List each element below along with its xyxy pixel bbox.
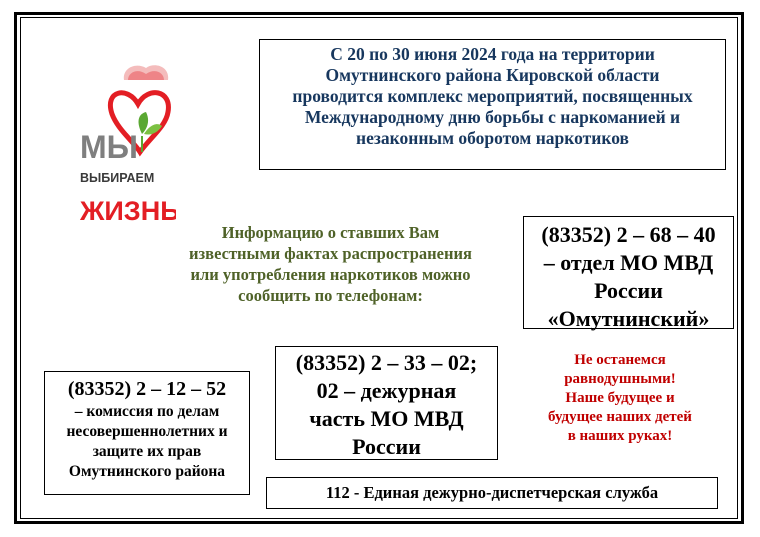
info-line: сообщить по телефонам: <box>238 286 423 305</box>
appeal-line: будущее наших детей <box>548 409 692 425</box>
announcement-box <box>259 39 726 170</box>
announcement-line: Международному дню борьбы с наркоманией и <box>304 107 681 127</box>
announcement-line: С 20 по 30 июня 2024 года на территории <box>330 44 655 64</box>
announcement-line: Омутнинского района Кировской области <box>325 65 660 85</box>
appeal-line: Не останемся <box>574 352 666 368</box>
announcement-line: незаконным оборотом наркотиков <box>356 128 629 148</box>
phone-number-mvd: (83352) 2 – 68 – 40 <box>541 222 716 247</box>
info-line: Информацию о ставших Вам <box>221 223 440 242</box>
phone-desc-line: 02 – дежурная <box>316 378 457 403</box>
appeal-line: равнодушными! <box>564 371 676 387</box>
announcement-line: проводится комплекс мероприятий, посвященных <box>292 86 693 106</box>
phone-desc-line: часть МО МВД <box>309 406 464 431</box>
info-line: или употребления наркотиков можно <box>190 265 471 284</box>
appeal-line: в наших руках! <box>567 428 673 444</box>
phone-desc-line: России <box>352 434 421 459</box>
phone-desc-line: защите их прав <box>92 443 202 460</box>
logo-word-zhizn: ЖИЗНЬ <box>80 196 176 226</box>
phone-box-minors-commission <box>44 371 250 495</box>
phone-number-commission: (83352) 2 – 12 – 52 <box>67 378 227 400</box>
logo-my-vybiraem-zhizn <box>76 56 176 230</box>
logo-word-vybiraem: ВЫБИРАЕМ <box>80 171 155 185</box>
logo-word-my: МЫ <box>80 129 138 165</box>
phone-desc-line: Омутнинского района <box>68 463 226 480</box>
phone-desc-line: несовершеннолетних и <box>66 423 228 440</box>
phone-desc-line: – комиссия по делам <box>74 403 220 420</box>
phone-number-duty: (83352) 2 – 33 – 02; <box>295 350 478 375</box>
info-line: известными фактах распространения <box>189 244 472 263</box>
report-info-text <box>158 222 503 306</box>
emergency-service-box <box>266 477 718 509</box>
phone-desc-line: России <box>594 278 663 303</box>
phone-desc-line: – отдел МО МВД <box>543 250 714 275</box>
appeal-text <box>525 351 715 446</box>
phone-desc-line: «Омутнинский» <box>547 306 710 331</box>
phone-box-duty-unit <box>275 346 498 460</box>
emergency-service-text: 112 - Единая дежурно-диспетчерская служба <box>325 483 659 502</box>
logo-graphic <box>76 56 176 230</box>
appeal-line: Наше будущее и <box>565 390 675 406</box>
phone-box-mvd-department <box>523 216 734 329</box>
